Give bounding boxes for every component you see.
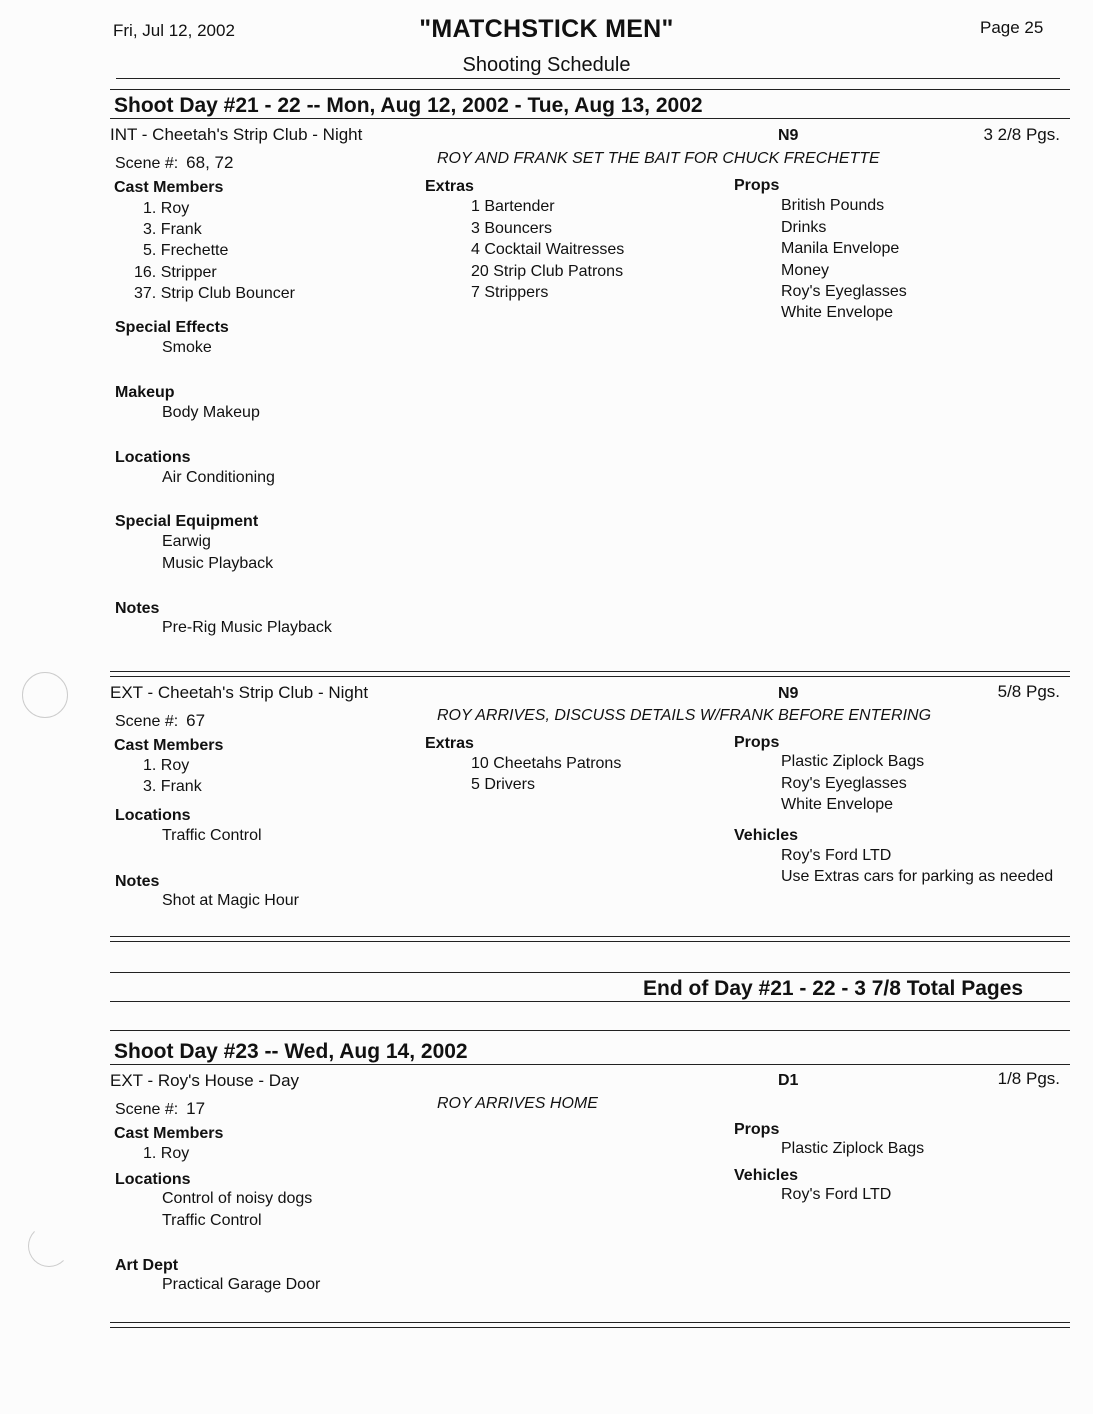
scene-number-value: 17 xyxy=(186,1099,206,1118)
page-count: 3 2/8 Pgs. xyxy=(983,125,1060,144)
props-item: Plastic Ziplock Bags xyxy=(781,753,925,770)
day-night-code: D1 xyxy=(778,1072,799,1089)
locations-label: Locations xyxy=(115,449,191,466)
punch-hole-mark xyxy=(28,1225,70,1267)
special-equipment-item: Earwig xyxy=(162,533,211,550)
day-heading-rule-top xyxy=(110,89,1070,90)
vehicles-item: Roy's Ford LTD xyxy=(781,847,892,864)
cast-member: 1. Roy xyxy=(143,200,190,217)
scene-separator xyxy=(110,671,1070,672)
props-item: Money xyxy=(781,262,830,279)
props-item: Manila Envelope xyxy=(781,240,900,257)
vehicles-item: Use Extras cars for parking as needed xyxy=(781,868,1054,885)
scene-number xyxy=(115,153,233,173)
scene-label: Scene #: xyxy=(115,155,179,172)
notes-item: Pre-Rig Music Playback xyxy=(162,619,332,636)
extras-item: 1 Bartender xyxy=(471,198,555,215)
locations-label: Locations xyxy=(115,1171,191,1188)
locations-label: Locations xyxy=(115,807,191,824)
page-number: Page 25 xyxy=(980,18,1044,37)
art-dept-label: Art Dept xyxy=(115,1257,179,1274)
special-equipment-label: Special Equipment xyxy=(115,513,259,530)
scene-separator xyxy=(110,936,1070,937)
cast-member: 3. Frank xyxy=(143,221,202,238)
extras-item: 10 Cheetahs Patrons xyxy=(471,755,622,772)
props-label: Props xyxy=(734,734,780,751)
extras-item: 3 Bouncers xyxy=(471,220,552,237)
cast-label: Cast Members xyxy=(114,1125,224,1142)
shoot-day-heading: Shoot Day #21 - 22 -- Mon, Aug 12, 2002 - Tue, Aug 13, 2002 xyxy=(114,94,703,117)
notes-label: Notes xyxy=(115,873,160,890)
props-item: Plastic Ziplock Bags xyxy=(781,1140,925,1157)
cast-member: 37. Strip Club Bouncer xyxy=(134,285,295,302)
header-rule xyxy=(116,78,1060,79)
cast-label: Cast Members xyxy=(114,737,224,754)
day-heading-rule-top xyxy=(110,1030,1070,1031)
scene-number-value: 67 xyxy=(186,711,206,730)
locations-item: Traffic Control xyxy=(162,1212,262,1229)
punch-hole-mark xyxy=(22,672,68,718)
day-heading-rule-bottom xyxy=(110,118,1070,119)
scene-separator xyxy=(110,676,1070,677)
notes-item: Shot at Magic Hour xyxy=(162,892,299,909)
print-date: Fri, Jul 12, 2002 xyxy=(113,21,235,40)
scene-description: ROY ARRIVES, DISCUSS DETAILS W/FRANK BEFORE ENTERING xyxy=(437,707,932,724)
end-of-day-summary: End of Day #21 - 22 - 3 7/8 Total Pages xyxy=(643,977,1024,1000)
props-item: White Envelope xyxy=(781,304,894,321)
scene-separator xyxy=(110,1327,1070,1328)
scene-separator xyxy=(110,1322,1070,1323)
locations-item: Traffic Control xyxy=(162,827,262,844)
locations-item: Air Conditioning xyxy=(162,469,275,486)
cast-member: 1. Roy xyxy=(143,757,190,774)
special-effects-item: Smoke xyxy=(162,339,212,356)
vehicles-item: Roy's Ford LTD xyxy=(781,1186,892,1203)
scene-label: Scene #: xyxy=(115,713,179,730)
special-effects-label: Special Effects xyxy=(115,319,229,336)
scene-number-value: 68, 72 xyxy=(186,153,234,172)
cast-member: 1. Roy xyxy=(143,1145,190,1162)
props-label: Props xyxy=(734,1121,780,1138)
art-dept-item: Practical Garage Door xyxy=(162,1276,321,1293)
scene-description: ROY AND FRANK SET THE BAIT FOR CHUCK FRECHETTE xyxy=(437,150,880,167)
cast-member: 3. Frank xyxy=(143,778,202,795)
extras-label: Extras xyxy=(425,735,474,752)
extras-item: 5 Drivers xyxy=(471,776,536,793)
extras-item: 4 Cocktail Waitresses xyxy=(471,241,625,258)
day-heading-rule-bottom xyxy=(110,1064,1070,1065)
props-item: Drinks xyxy=(781,219,827,236)
notes-label: Notes xyxy=(115,600,160,617)
end-of-day-rule-top xyxy=(110,972,1070,973)
scene-set: INT - Cheetah's Strip Club - Night xyxy=(110,125,363,144)
page-count: 5/8 Pgs. xyxy=(997,682,1060,701)
scene-set: EXT - Cheetah's Strip Club - Night xyxy=(110,683,369,702)
makeup-label: Makeup xyxy=(115,384,175,401)
vehicles-label: Vehicles xyxy=(734,1167,799,1184)
document-subtitle: Shooting Schedule xyxy=(462,54,631,76)
document-title: "MATCHSTICK MEN" xyxy=(419,15,674,43)
props-label: Props xyxy=(734,177,780,194)
locations-item: Control of noisy dogs xyxy=(162,1190,313,1207)
extras-item: 7 Strippers xyxy=(471,284,549,301)
scene-label: Scene #: xyxy=(115,1101,179,1118)
extras-label: Extras xyxy=(425,178,474,195)
end-of-day-rule-bottom xyxy=(110,1001,1070,1002)
vehicles-label: Vehicles xyxy=(734,827,799,844)
props-item: White Envelope xyxy=(781,796,894,813)
page-count: 1/8 Pgs. xyxy=(997,1069,1060,1088)
cast-member: 16. Stripper xyxy=(134,264,217,281)
scene-set: EXT - Roy's House - Day xyxy=(110,1071,300,1090)
props-item: Roy's Eyeglasses xyxy=(781,283,907,300)
extras-item: 20 Strip Club Patrons xyxy=(471,263,624,280)
day-night-code: N9 xyxy=(778,685,799,702)
scene-number xyxy=(115,1099,205,1119)
makeup-item: Body Makeup xyxy=(162,404,260,421)
cast-label: Cast Members xyxy=(114,179,224,196)
scene-number xyxy=(115,711,205,731)
props-item: British Pounds xyxy=(781,197,885,214)
cast-member: 5. Frechette xyxy=(143,242,229,259)
scene-separator xyxy=(110,941,1070,942)
props-item: Roy's Eyeglasses xyxy=(781,775,907,792)
scene-description: ROY ARRIVES HOME xyxy=(437,1095,598,1112)
shoot-day-heading: Shoot Day #23 -- Wed, Aug 14, 2002 xyxy=(114,1040,468,1063)
day-night-code: N9 xyxy=(778,127,799,144)
special-equipment-item: Music Playback xyxy=(162,555,274,572)
